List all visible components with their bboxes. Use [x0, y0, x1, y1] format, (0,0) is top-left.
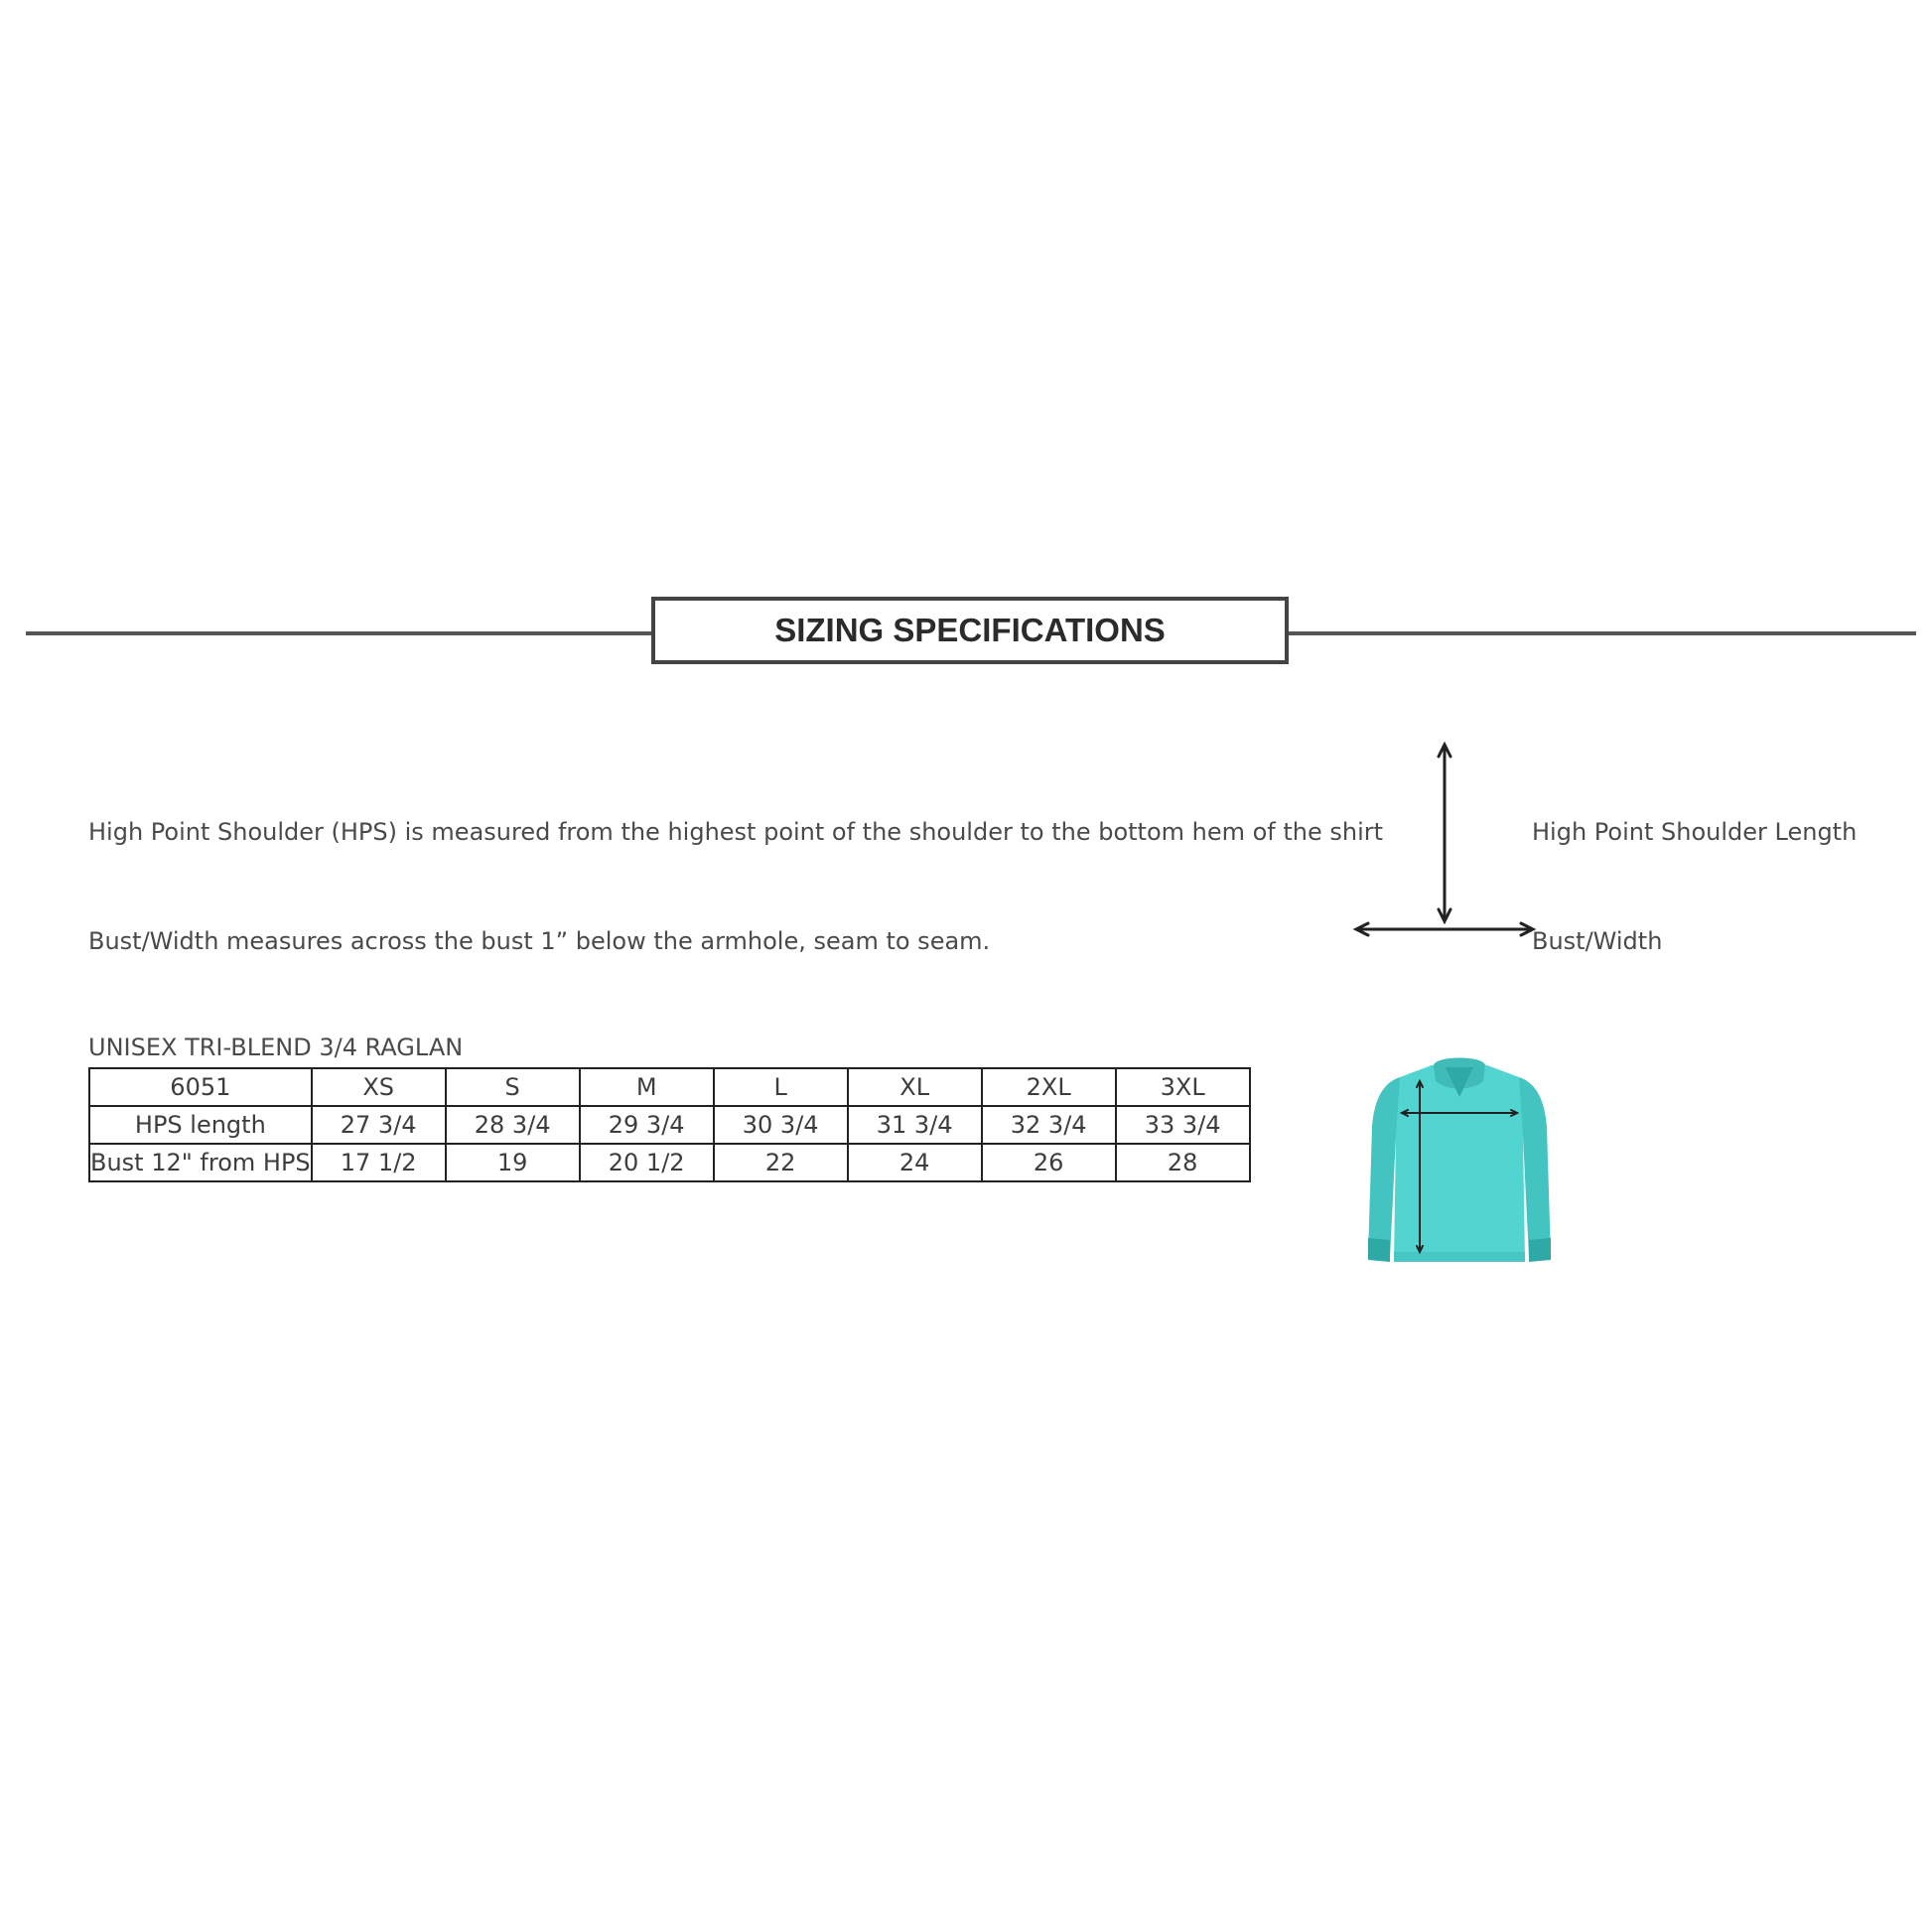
table-cell: 3XL	[1116, 1068, 1250, 1106]
header-rule-right	[1289, 631, 1916, 635]
header-rule-left	[26, 631, 653, 635]
shirt-body	[1368, 1058, 1551, 1263]
table-cell: 29 3/4	[580, 1106, 714, 1144]
table-cell: S	[446, 1068, 580, 1106]
table-cell: 30 3/4	[714, 1106, 848, 1144]
table-cell: 27 3/4	[312, 1106, 446, 1144]
table-cell: XS	[312, 1068, 446, 1106]
hps-length-label: High Point Shoulder Length	[1532, 818, 1858, 846]
size-table	[88, 1067, 1251, 1182]
table-row	[89, 1106, 1250, 1144]
table-cell: 19	[446, 1144, 580, 1181]
page-title-box	[651, 597, 1289, 664]
page-title: SIZING SPECIFICATIONS	[774, 612, 1166, 648]
table-cell: L	[714, 1068, 848, 1106]
table-cell: 24	[848, 1144, 982, 1181]
bust-description: Bust/Width measures across the bust 1” below the armhole, seam to seam.	[88, 927, 991, 955]
table-cell: 31 3/4	[848, 1106, 982, 1144]
table-cell: 2XL	[982, 1068, 1116, 1106]
product-name: UNISEX TRI-BLEND 3/4 RAGLAN	[88, 1034, 464, 1061]
hooded-long-sleeve-shirt-icon	[1360, 1057, 1559, 1276]
table-cell: Bust 12" from HPS	[89, 1144, 312, 1181]
table-cell: M	[580, 1068, 714, 1106]
table-header-row	[89, 1068, 1250, 1106]
table-cell: 28 3/4	[446, 1106, 580, 1144]
table-cell: 20 1/2	[580, 1144, 714, 1181]
table-cell: 32 3/4	[982, 1106, 1116, 1144]
table-cell: 17 1/2	[312, 1144, 446, 1181]
table-cell: 26	[982, 1144, 1116, 1181]
table-cell: 22	[714, 1144, 848, 1181]
table-row	[89, 1144, 1250, 1181]
table-cell: 28	[1116, 1144, 1250, 1181]
measurement-arrows-icon	[1350, 739, 1539, 967]
table-cell: 6051	[89, 1068, 312, 1106]
table-cell: XL	[848, 1068, 982, 1106]
bust-width-label: Bust/Width	[1532, 927, 1663, 955]
table-cell: HPS length	[89, 1106, 312, 1144]
table-cell: 33 3/4	[1116, 1106, 1250, 1144]
hps-description: High Point Shoulder (HPS) is measured from the highest point of the shoulder to the bottom hem of the shirt	[88, 818, 1384, 846]
